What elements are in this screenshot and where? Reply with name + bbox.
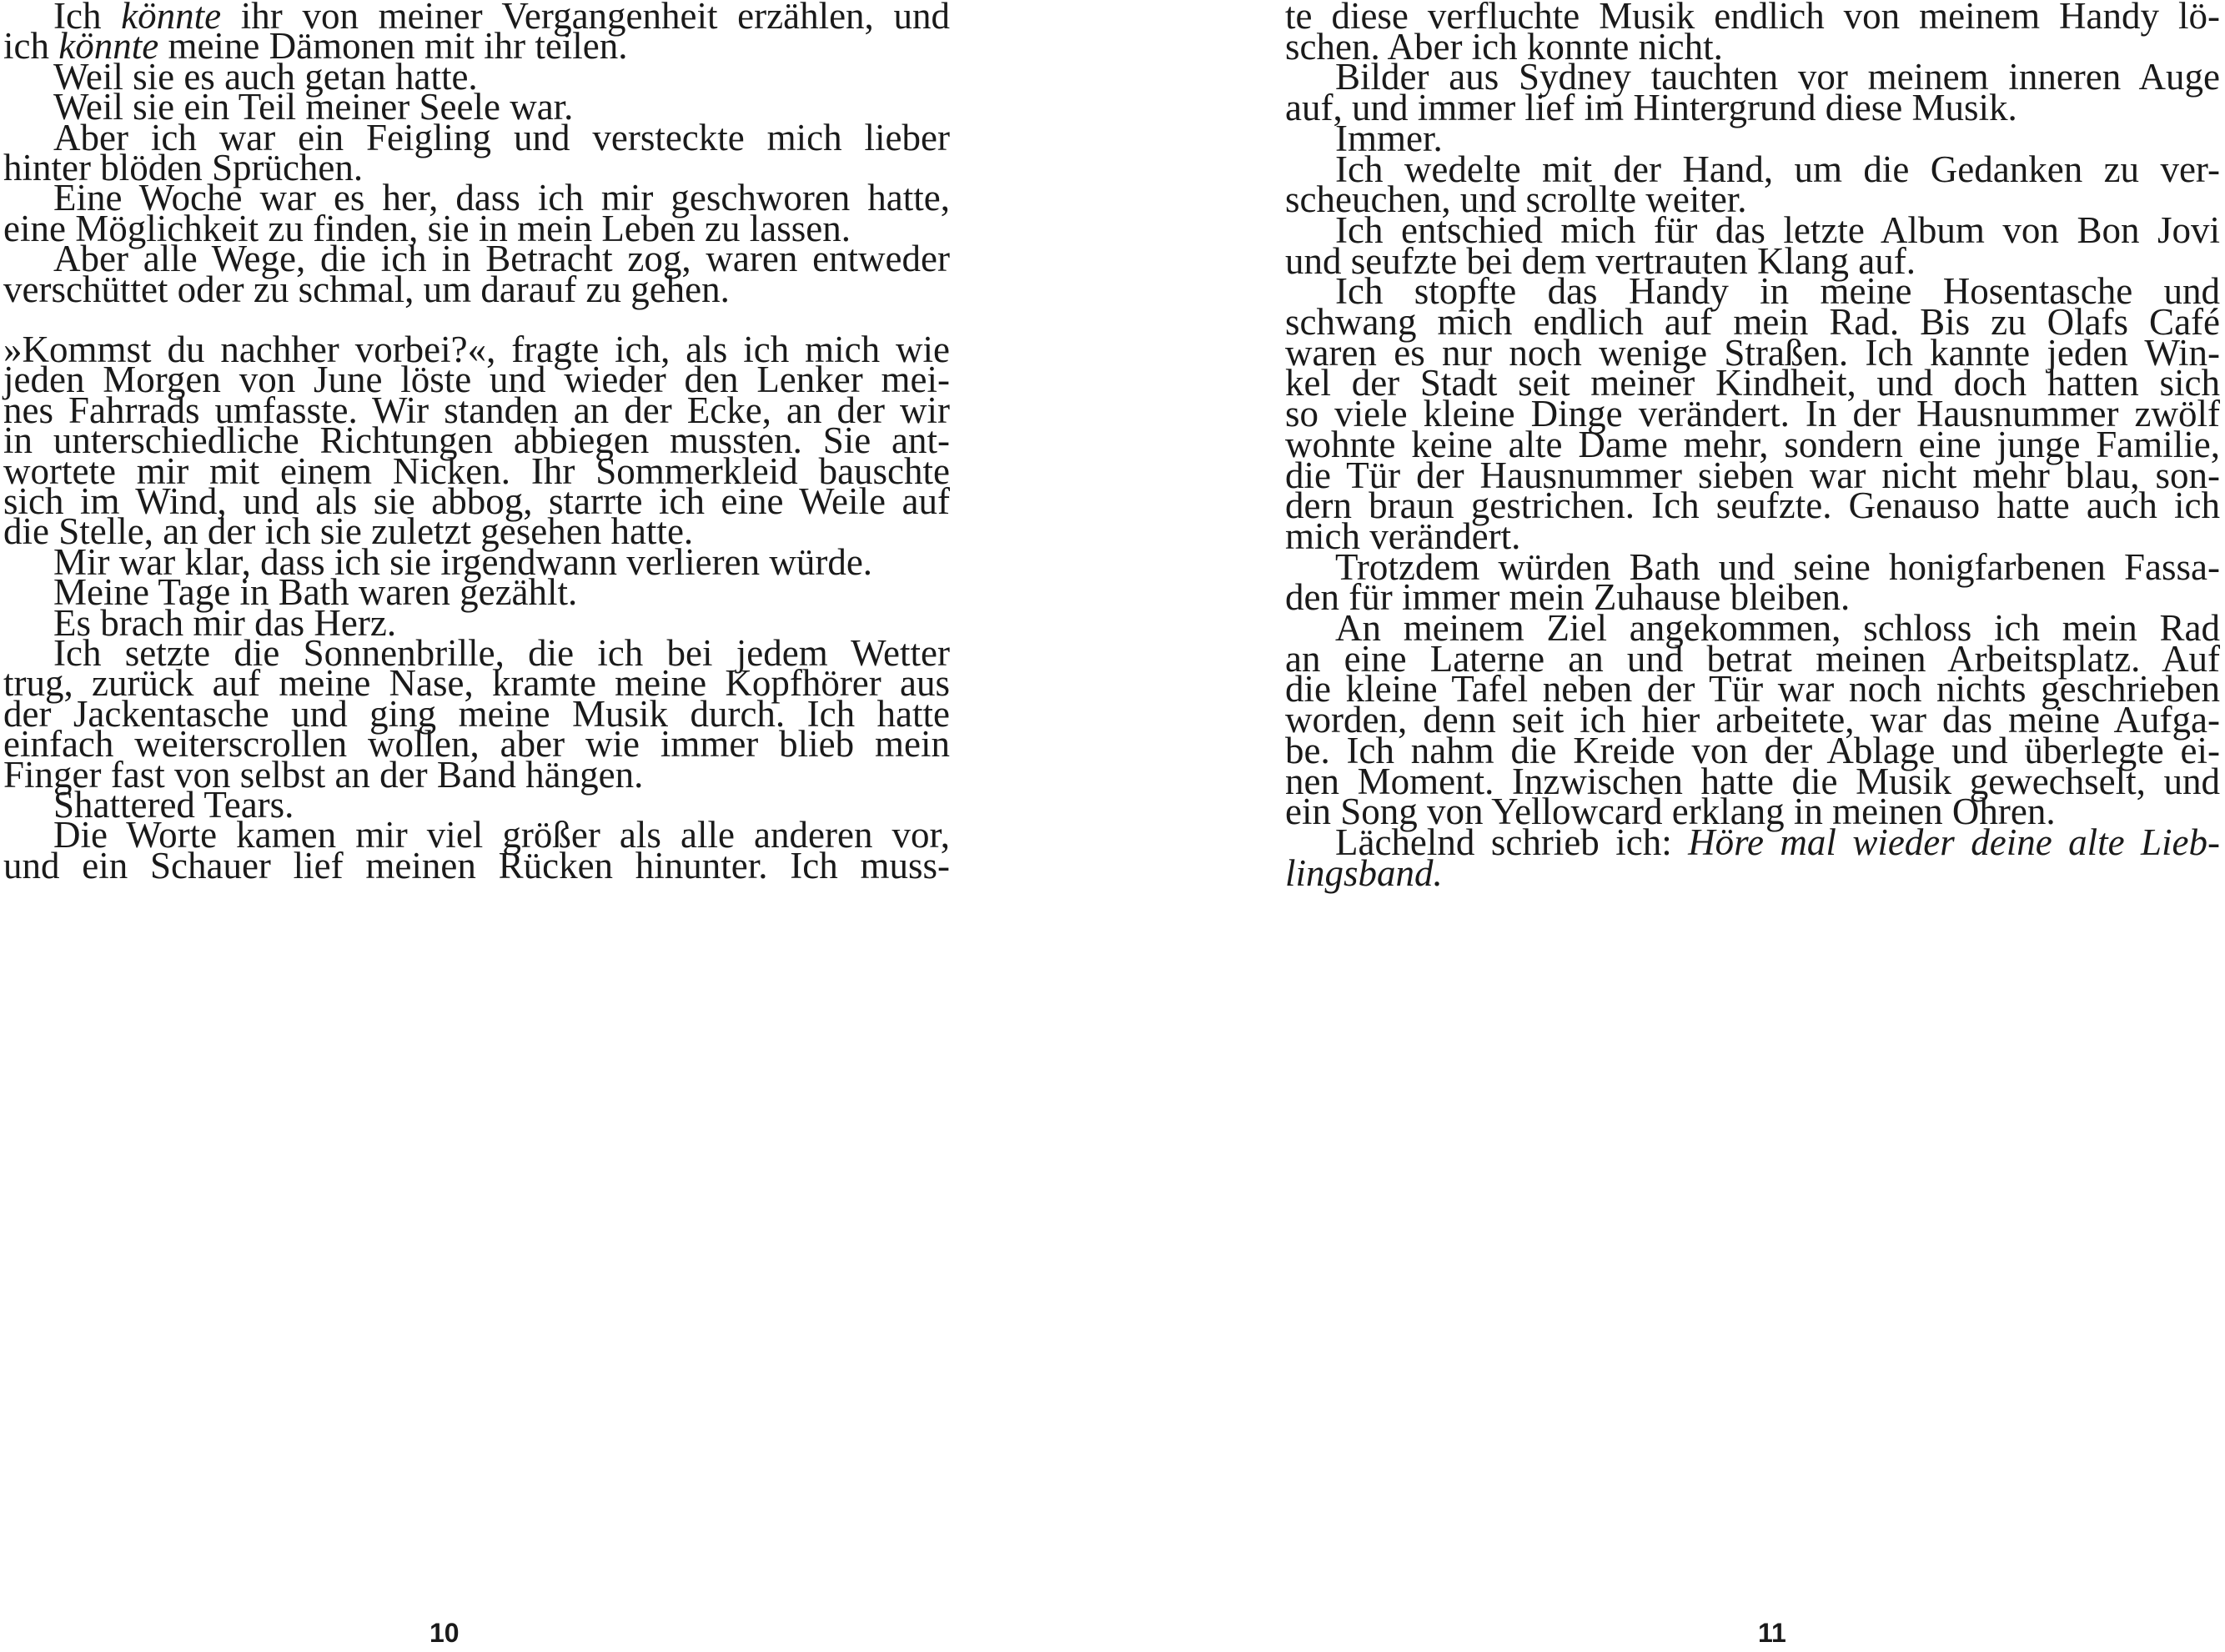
text-line	[1285, 847, 2220, 899]
text-line: Ich stopfte das Handy in meine Hosentasche und	[1335, 270, 2220, 313]
text-line: jeden Morgen von June löste und wieder den Lenker mei-	[3, 359, 950, 401]
italic-text: lingsband.	[1285, 851, 1443, 894]
text-line: den für immer mein Zuhause bleiben.	[1285, 576, 1851, 619]
text-line: die kleine Tafel neben der Tür war noch nichts geschrieben	[1285, 668, 2220, 711]
line-text: Ich	[53, 0, 122, 37]
text-line: in unterschiedliche Richtungen abbiegen mussten. Sie ant-	[3, 419, 950, 462]
text-line: wortete mir mit einem Nicken. Ihr Sommerkleid bauschte	[3, 449, 950, 492]
line-text: Lächelnd schrieb ich:	[1335, 821, 1689, 863]
text-line: An meinem Ziel angekommen, schloss ich mein Rad	[1335, 607, 2220, 649]
text-line: Meine Tage in Bath waren gezählt.	[53, 571, 578, 614]
text-line: sich im Wind, und als sie abbog, starrte ich eine Weile auf	[3, 480, 950, 522]
text-line: scheuchen, und scrollte weiter.	[1285, 178, 1747, 221]
page-number-right: 11	[1758, 1618, 1786, 1648]
text-line: die Stelle, an der ich sie zuletzt gesehen hatte.	[3, 510, 694, 553]
italic-text: Höre mal wieder deine alte Lieb-	[1688, 821, 2221, 863]
text-line: auf, und immer lief im Hintergrund diese Musik.	[1285, 87, 2017, 129]
text-line: hinter blöden Sprüchen.	[3, 147, 364, 188]
text-line: verschüttet oder zu schmal, um darauf zu gehen.	[3, 268, 730, 310]
text-line: Trotzdem würden Bath und seine honigfarbenen Fassa-	[1335, 545, 2220, 588]
text-line: Finger fast von selbst an der Band hängen.	[3, 753, 644, 796]
text-line: einfach weiterscrollen wollen, aber wie immer blieb mein	[3, 723, 950, 766]
text-line: kel der Stadt seit meiner Kindheit, und doch hatten sich	[1285, 362, 2220, 404]
text-line: waren es nur noch wenige Straßen. Ich kannte jeden Win-	[1285, 331, 2220, 374]
italic-text: könnte	[58, 25, 159, 68]
text-line: wohnte keine alte Dame mehr, sondern eine junge Familie,	[1285, 423, 2220, 465]
text-line: Es brach mir das Herz.	[53, 601, 397, 644]
line-text: meine Dämonen mit ihr teilen.	[158, 25, 628, 68]
text-line: der Jackentasche und ging meine Musik durch. Ich hatte	[3, 692, 950, 735]
text-line: Aber ich war ein Feigling und versteckte mich lieber	[53, 116, 950, 158]
line-text: ich	[3, 25, 59, 68]
text-line: Shattered Tears.	[53, 784, 294, 826]
text-line: mich verändert.	[1285, 515, 1521, 557]
italic-text: könnte	[121, 0, 222, 37]
text-line: Mir war klar, dass ich sie irgendwann verlieren würde.	[53, 540, 873, 583]
text-line: Weil sie es auch getan hatte.	[53, 55, 478, 98]
text-line: schwang mich endlich auf mein Rad. Bis zu Olafs Café	[1285, 301, 2220, 343]
text-line: eine Möglichkeit zu finden, sie in mein Leben zu lassen.	[3, 207, 851, 249]
text-line: Die Worte kamen mir viel größer als alle anderen vor,	[53, 814, 950, 856]
text-line: Bilder aus Sydney tauchten vor meinem inneren Auge	[1335, 56, 2220, 98]
text-line: »Kommst du nachher vorbei?«, fragte ich, als ich mich wie	[3, 329, 950, 370]
text-line: Eine Woche war es her, dass ich mir geschworen hatte,	[53, 177, 950, 219]
text-line: und seufzte bei dem vertrauten Klang auf.	[1285, 239, 1916, 282]
text-line: Ich entschied mich für das letzte Album von Bon Jovi	[1335, 208, 2220, 251]
text-line: Ich wedelte mit der Hand, um die Gedanken zu ver-	[1335, 148, 2220, 190]
text-line: dern braun gestrichen. Ich seufzte. Genauso hatte auch ich	[1285, 485, 2220, 527]
text-line: schen. Aber ich konnte nicht.	[1285, 25, 1723, 68]
text-line: ein Song von Yellowcard erklang in meinen Ohren.	[1285, 791, 2056, 833]
text-line: und ein Schauer lief meinen Rücken hinunter. Ich muss-	[3, 844, 950, 886]
line-text: ihr von meiner Vergangenheit erzählen, und	[221, 0, 950, 37]
text-line: trug, zurück auf meine Nase, kramte meine Kopfhörer aus	[3, 662, 950, 705]
text-line: te diese verfluchte Musik endlich von meinem Handy lö-	[1285, 0, 2220, 37]
text-line: Aber alle Wege, die ich in Betracht zog, waren entweder	[53, 238, 950, 280]
text-line: Weil sie ein Teil meiner Seele war.	[53, 86, 574, 128]
text-line: nes Fahrrads umfasste. Wir standen an der Ecke, an der wir	[3, 389, 950, 431]
text-line: be. Ich nahm die Kreide von der Ablage und überlegte ei-	[1285, 729, 2220, 771]
text-line: Ich setzte die Sonnenbrille, die ich bei jedem Wetter	[53, 632, 950, 674]
page-number-left: 10	[429, 1618, 460, 1648]
text-line: so viele kleine Dinge verändert. In der Hausnummer zwölf	[1285, 393, 2220, 435]
text-line: an eine Laterne an und betrat meinen Arbeitsplatz. Auf	[1285, 637, 2220, 680]
text-line: worden, denn seit ich hier arbeitete, war das meine Aufga-	[1285, 699, 2220, 741]
text-line: nen Moment. Inzwischen hatte die Musik gewechselt, und	[1285, 760, 2220, 802]
text-line: die Tür der Hausnummer sieben war nicht mehr blau, son-	[1285, 454, 2220, 496]
text-line: Immer.	[1335, 117, 1443, 159]
